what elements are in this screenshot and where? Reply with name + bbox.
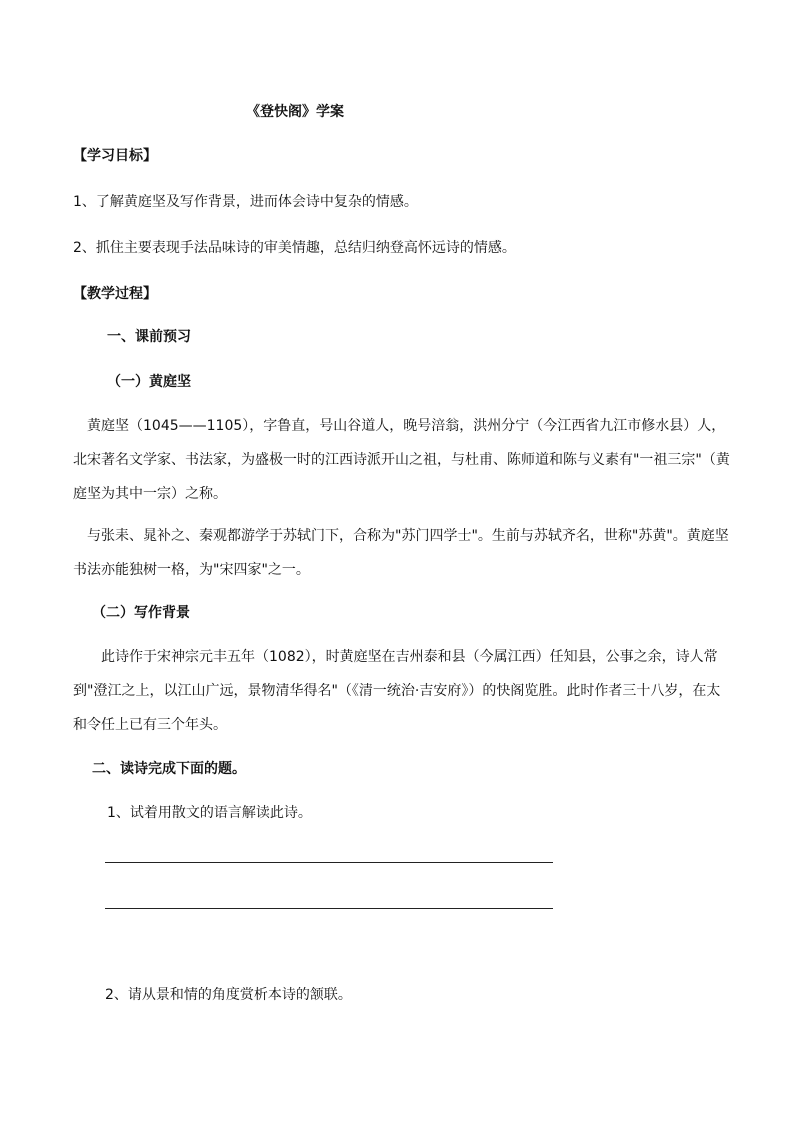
sub1-heading: （一）黄庭坚	[107, 374, 191, 390]
goals-heading: 【学习目标】	[73, 148, 157, 164]
section1-heading: 一、课前预习	[107, 329, 191, 345]
sub2-heading: （二）写作背景	[92, 605, 190, 621]
goal-item-1: 1、了解黄庭坚及写作背景，进而体会诗中复杂的情感。	[73, 194, 418, 210]
question-1: 1、试着用散文的语言解读此诗。	[107, 805, 312, 821]
biography-paragraph-1: 黄庭坚（1045——1105），字鲁直，号山谷道人，晚号涪翁，洪州分宁（今江西省九江市修水县）人，北宋著名文学家、书法家，为盛极一时的江西诗派开山之祖，与杜甫、陈师道和陈与义素有"一祖三宗"（黄庭坚为其中一宗）之称。	[73, 418, 730, 502]
answer-line-1[interactable]	[105, 862, 553, 863]
document-title: 《登快阁》学案	[246, 104, 344, 120]
goal-item-2: 2、抓住主要表现手法品味诗的审美情趣，总结归纳登高怀远诗的情感。	[73, 240, 516, 256]
question-2: 2、请从景和情的角度赏析本诗的颔联。	[105, 987, 352, 1003]
answer-line-2[interactable]	[105, 908, 553, 909]
section2-heading: 二、读诗完成下面的题。	[92, 761, 246, 777]
biography-paragraph-2: 与张耒、晁补之、秦观都游学于苏轼门下，合称为"苏门四学士"。生前与苏轼齐名，世称"苏黄"。黄庭坚书法亦能独树一格，为"宋四家"之一。	[73, 528, 729, 578]
background-paragraph: 此诗作于宋神宗元丰五年（1082），时黄庭坚在吉州泰和县（今属江西）任知县，公事之余，诗人常到"澄江之上，以江山广远，景物清华得名"（《清一统治·吉安府》）的快阁览胜。此时作者三十八岁，在太和令任上已有三个年头。	[73, 649, 721, 733]
process-heading: 【教学过程】	[73, 286, 157, 302]
